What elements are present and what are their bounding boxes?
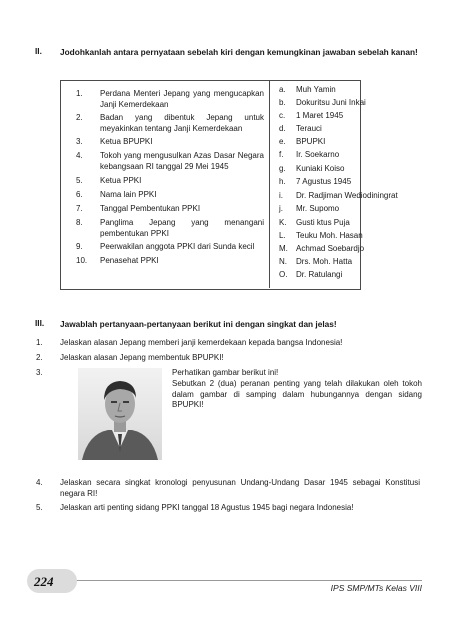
section-3-instruction: Jawablah pertanyaan-pertanyaan berikut ini dengan singkat dan jelas!	[60, 319, 337, 329]
right-item-letter: j.	[279, 204, 283, 213]
left-item-text: Tokoh yang mengusulkan Azas Dasar Negara kebangsaan RI tanggal 29 Mei 1945	[100, 151, 264, 171]
matching-table-divider	[269, 80, 270, 288]
left-item-number: 6.	[76, 190, 83, 199]
right-item-text: Dr. Ratulangi	[296, 270, 343, 279]
right-item-text: BPUPKI	[296, 137, 326, 146]
left-item-number: 10.	[76, 256, 88, 265]
footer-rule	[34, 580, 422, 581]
right-item-text: Achmad Soebardjo	[296, 244, 365, 253]
left-item-text: Perdana Menteri Jepang yang mengucapkan Janji Kemerdekaan	[100, 89, 264, 109]
left-item-text: Penasehat PPKI	[100, 256, 159, 265]
question-number: 1.	[36, 338, 43, 347]
right-item-letter: L.	[279, 231, 286, 240]
right-item-text: 7 Agustus 1945	[296, 177, 352, 186]
left-item-text: Nama lain PPKI	[100, 190, 157, 199]
right-item-letter: g.	[279, 164, 286, 173]
right-item-text: Gusti ktus Puja	[296, 218, 350, 227]
right-item-letter: b.	[279, 98, 286, 107]
right-item-letter: N.	[279, 257, 287, 266]
question-number: 4.	[36, 478, 43, 487]
left-item-text: Peerwakilan anggota PPKI dari Sunda kecil	[100, 242, 255, 251]
left-item-number: 5.	[76, 176, 83, 185]
question-text: Jelaskan arti penting sidang PPKI tanggal 18 Agustus 1945 bagi negara Indonesia!	[60, 503, 354, 512]
right-item-letter: e.	[279, 137, 286, 146]
section-3-number: III.	[35, 318, 45, 328]
portrait-photo-drawing	[78, 368, 162, 460]
question-text: Jelaskan alasan Jepang membentuk BPUPKI!	[60, 353, 224, 362]
right-item-letter: O.	[279, 270, 288, 279]
left-item-number: 8.	[76, 218, 83, 227]
question-number: 3.	[36, 368, 43, 377]
right-item-text: Dr. Radjiman Wediodiningrat	[296, 191, 398, 200]
book-title: IPS SMP/MTs Kelas VIII	[330, 583, 422, 593]
question-3-text: Sebutkan 2 (dua) peranan penting yang telah dilakukan oleh tokoh dalam gambar di samping dalam hubungannya dengan sidang BPUPKI!	[172, 379, 422, 409]
right-item-text: 1 Maret 1945	[296, 111, 344, 120]
right-item-text: Mr. Supomo	[296, 204, 340, 213]
right-item-text: Terauci	[296, 124, 322, 133]
question-number: 2.	[36, 353, 43, 362]
section-2-number: II.	[35, 46, 42, 56]
question-text: Jelaskan alasan Jepang memberi janji kemerdekaan kepada bangsa Indonesia!	[60, 338, 343, 347]
right-item-text: Ir. Soekarno	[296, 150, 340, 159]
right-item-text: Dokuritsu Juni Inkai	[296, 98, 366, 107]
right-item-text: Teuku Moh. Hasan	[296, 231, 363, 240]
section-2-instruction: Jodohkanlah antara pernyataan sebelah kiri dengan kemungkinan jawaban sebelah kanan!	[60, 47, 418, 57]
right-item-letter: K.	[279, 218, 287, 227]
right-item-letter: f.	[279, 150, 284, 159]
question-number: 5.	[36, 503, 43, 512]
left-item-number: 3.	[76, 137, 83, 146]
right-item-letter: i.	[279, 191, 283, 200]
page-number: 224	[34, 574, 54, 589]
right-item-letter: d.	[279, 124, 286, 133]
right-item-letter: h.	[279, 177, 286, 186]
question-3-prompt: Perhatikan gambar berikut ini!	[172, 368, 279, 377]
left-item-text: Ketua BPUPKI	[100, 137, 153, 146]
question-text: Jelaskan secara singkat kronologi penyusunan Undang-Undang Dasar 1945 sebagai Konstitusi negara RI!	[60, 478, 420, 498]
left-item-text: Panglima Jepang yang menangani pembentukan PPKI	[100, 218, 264, 238]
left-item-number: 2.	[76, 113, 83, 122]
right-item-letter: M.	[279, 244, 288, 253]
portrait-photo	[78, 368, 162, 460]
right-item-text: Kuniaki Koiso	[296, 164, 345, 173]
left-item-number: 4.	[76, 151, 83, 160]
right-item-letter: a.	[279, 85, 286, 94]
right-item-letter: c.	[279, 111, 286, 120]
left-item-text: Tanggal Pembentukan PPKI	[100, 204, 201, 213]
left-item-number: 9.	[76, 242, 83, 251]
left-item-number: 7.	[76, 204, 83, 213]
right-item-text: Muh Yamin	[296, 85, 336, 94]
left-item-number: 1.	[76, 89, 83, 98]
left-item-text: Badan yang dibentuk Jepang untuk meyakinkan tentang Janji Kemerdekaan	[100, 113, 264, 133]
left-item-text: Ketua PPKI	[100, 176, 142, 185]
right-item-text: Drs. Moh. Hatta	[296, 257, 353, 266]
